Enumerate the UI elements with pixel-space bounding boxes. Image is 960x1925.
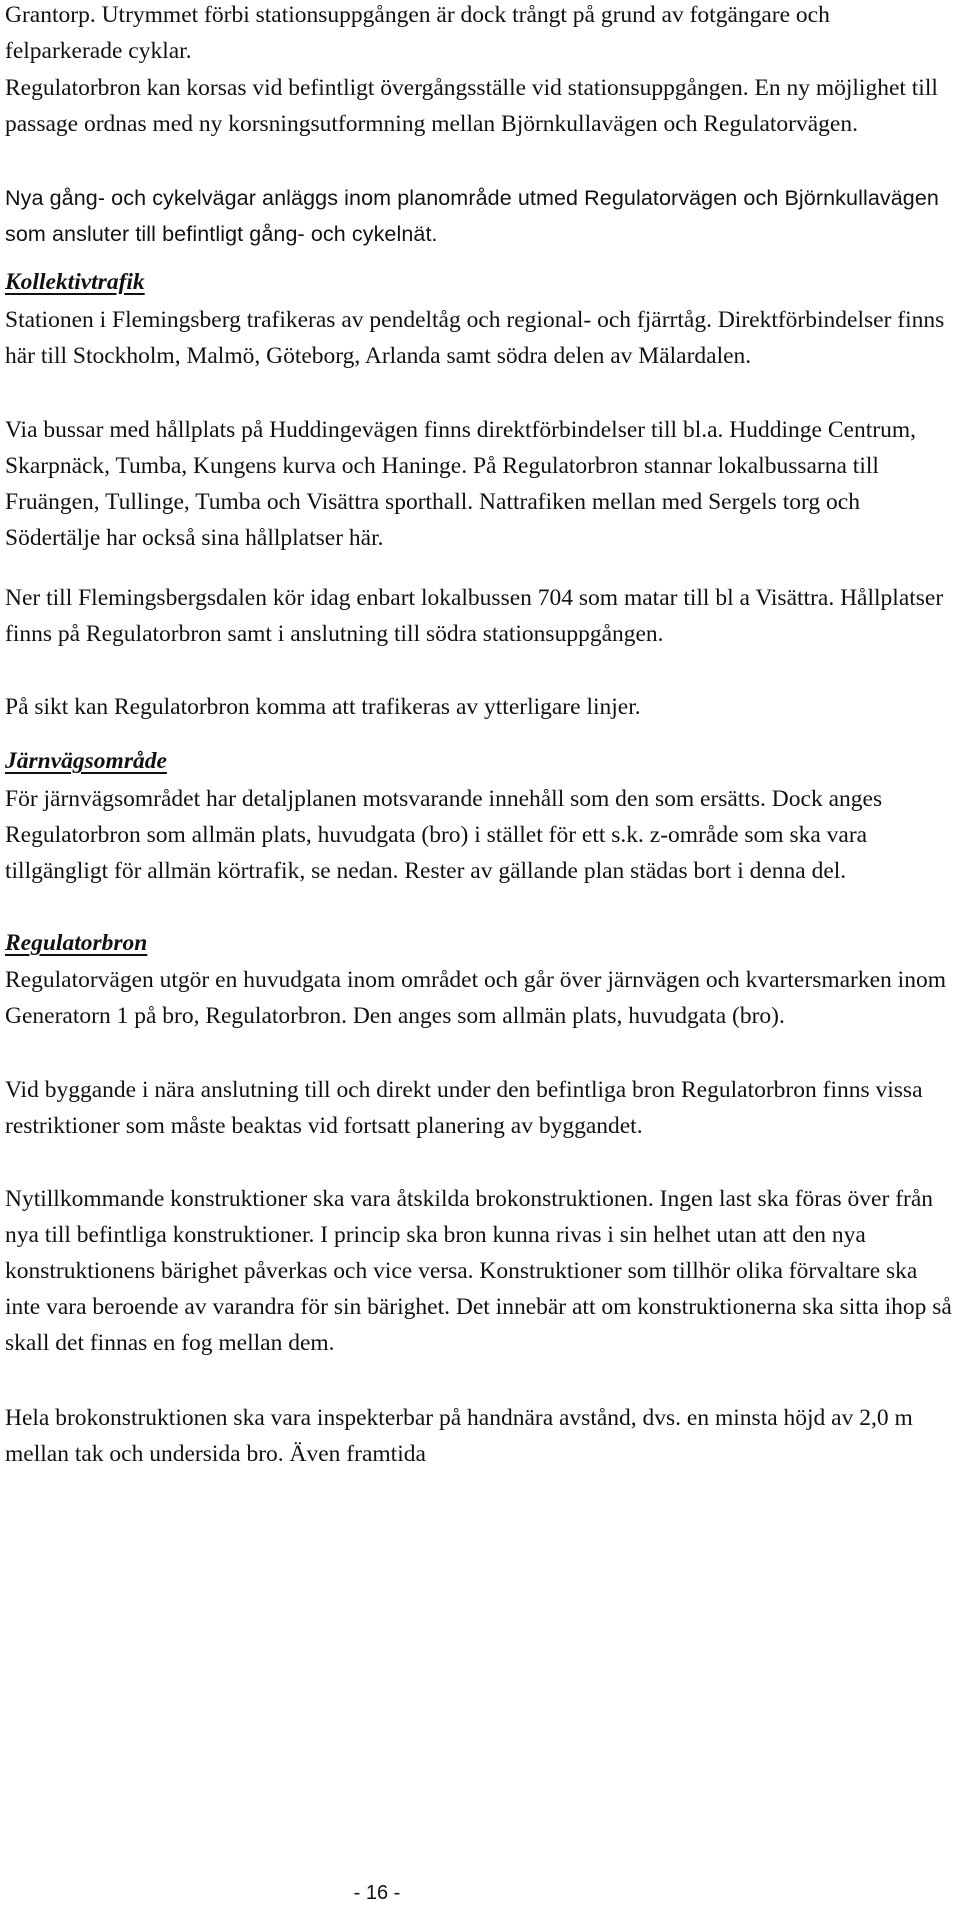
paragraph-train-service: Stationen i Flemingsberg trafikeras av pendeltåg och regional- och fjärrtåg. Direktförbindelser finns här till Stockholm, Malmö, Göteborg, Arlanda samt södra delen av Mälardalen.: [5, 307, 945, 369]
paragraph-separate-constructions: Nytillkommande konstruktioner ska vara åtskilda brokonstruktionen. Ingen last ska föras över från nya till befintliga konstruktioner. I princip ska bron kunna rivas i sin helhet utan att den nya konstruktionens bärighet påverkas och vice versa. Konstruktioner som tillhör olika förvaltare ska inte vara beroende av varandra för sin bärighet. Det innebär att om konstruktionerna ska sitta ihop så skall det finnas en fog mellan dem.: [5, 1186, 952, 1356]
page-number: - 16 -: [353, 1882, 401, 1904]
paragraph-building-restrictions: Vid byggande i nära anslutning till och direkt under den befintliga bron Regulatorbron finns vissa restriktioner som måste beaktas vid fortsatt planering av byggandet.: [5, 1077, 923, 1139]
paragraph-inspection-height: Hela brokonstruktionen ska vara inspekterbar på handnära avstånd, dvs. en minsta höjd av 2,0 m mellan tak och undersida bro. Även framtida: [5, 1405, 913, 1467]
heading-kollektivtrafik: Kollektivtrafik: [5, 269, 145, 295]
paragraph-future-lines: På sikt kan Regulatorbron komma att trafikeras av ytterligare linjer.: [5, 694, 641, 720]
heading-jarnvagsomrade: Järnvägsområde: [5, 748, 167, 774]
paragraph-intro-continued: Grantorp. Utrymmet förbi stationsuppgången är dock trångt på grund av fotgängare och felparkerade cyklar.: [5, 2, 830, 64]
paragraph-regulatorbron-crossing: Regulatorbron kan korsas vid befintligt övergångsställe vid stationsuppgången. En ny möjlighet till passage ordnas med ny korsningsutformning mellan Björnkullavägen och Regulatorvägen.: [5, 75, 938, 137]
paragraph-railway-area: För järnvägsområdet har detaljplanen motsvarande innehåll som den som ersätts. Dock anges Regulatorbron som allmän plats, huvudgata (bro) i stället för ett s.k. z-område som ska vara tillgängligt för allmän körtrafik, se nedan. Rester av gällande plan städas bort i denna del.: [5, 786, 883, 884]
paragraph-main-street-bridge: Regulatorvägen utgör en huvudgata inom området och går över järnvägen och kvartersmarken inom Generatorn 1 på bro, Regulatorbron. Den anges som allmän plats, huvudgata (bro).: [5, 967, 946, 1029]
heading-regulatorbron: Regulatorbron: [5, 930, 148, 956]
paragraph-cycle-paths: Nya gång- och cykelvägar anläggs inom planområde utmed Regulatorvägen och Björnkullavägen som ansluter till befintligt gång- och cykelnät.: [5, 186, 939, 246]
paragraph-local-bus-704: Ner till Flemingsbergsdalen kör idag enbart lokalbussen 704 som matar till bl a Visättra. Hållplatser finns på Regulatorbron samt i anslutning till södra stationsuppgången.: [5, 585, 944, 647]
paragraph-bus-service: Via bussar med hållplats på Huddingevägen finns direktförbindelser till bl.a. Huddinge Centrum, Skarpnäck, Tumba, Kungens kurva och Haninge. På Regulatorbron stannar lokalbussarna till Fruängen, Tullinge, Tumba och Visättra sporthall. Nattrafiken mellan med Sergels torg och Södertälje har också sina hållplatser här.: [5, 417, 916, 551]
